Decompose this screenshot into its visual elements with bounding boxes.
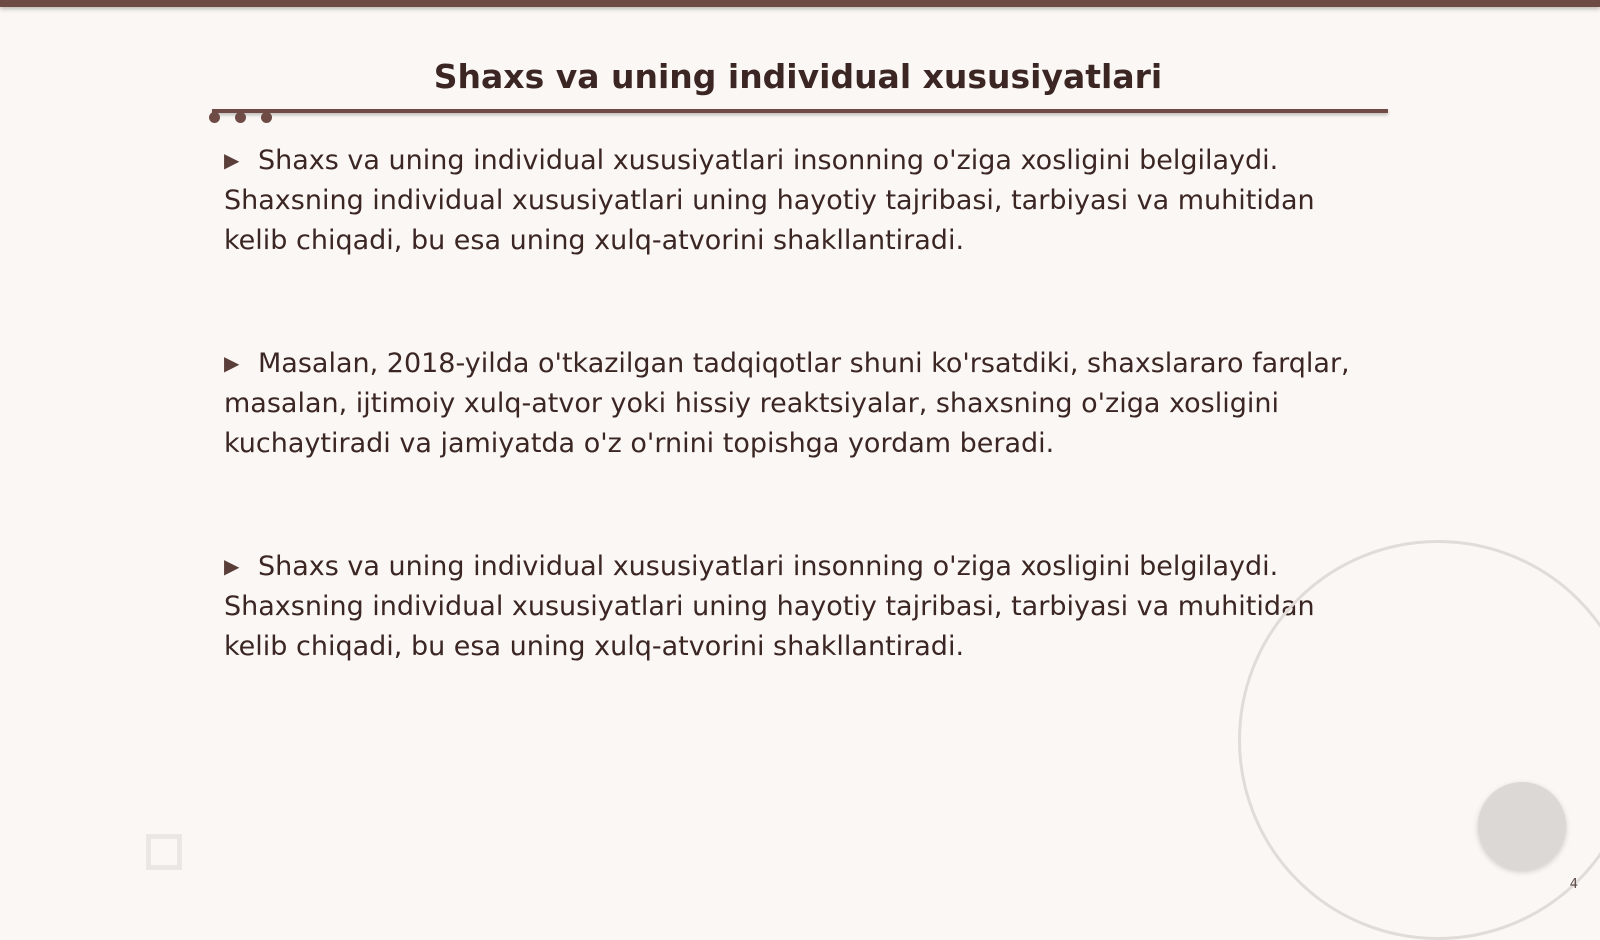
bullet-item-2 — [224, 343, 1384, 464]
bullet-list — [224, 140, 1384, 749]
page-number: 4 — [1569, 877, 1578, 892]
decorative-dot-3 — [261, 112, 272, 123]
top-accent-bar — [0, 0, 1600, 7]
triangle-bullet-icon: ▶ — [224, 148, 240, 172]
bullet-item-3 — [224, 546, 1384, 667]
bullet-item-1 — [224, 140, 1384, 261]
bullet-text: Masalan, 2018-yilda o'tkazilgan tadqiqotlar shuni ko'rsatdiki, shaxslararo farqlar, masalan, ijtimoiy xulq-atvor yoki hissiy reaktsiyalar, shaxsning o'ziga xosligini kuchaytiradi va jamiyatda o'z o'rnini topishga yordam beradi. — [224, 348, 1350, 459]
decorative-dot-1 — [209, 112, 220, 123]
decorative-square — [146, 834, 182, 870]
decorative-circle — [1478, 782, 1566, 870]
bullet-text: Shaxs va uning individual xususiyatlari insonning o'ziga xosligini belgilaydi. Shaxsning individual xususiyatlari uning hayotiy tajribasi, tarbiyasi va muhitidan kelib chiqadi, bu esa uning xulq-atvorini shakllantiradi. — [224, 145, 1315, 256]
bullet-text: Shaxs va uning individual xususiyatlari insonning o'ziga xosligini belgilaydi. Shaxsning individual xususiyatlari uning hayotiy tajribasi, tarbiyasi va muhitidan kelib chiqadi, bu esa uning xulq-atvorini shakllantiradi. — [224, 551, 1315, 662]
title-underline — [212, 109, 1388, 113]
triangle-bullet-icon: ▶ — [224, 351, 240, 375]
decorative-dot-2 — [235, 112, 246, 123]
triangle-bullet-icon: ▶ — [224, 554, 240, 578]
slide-title: Shaxs va uning individual xususiyatlari — [433, 57, 1163, 96]
